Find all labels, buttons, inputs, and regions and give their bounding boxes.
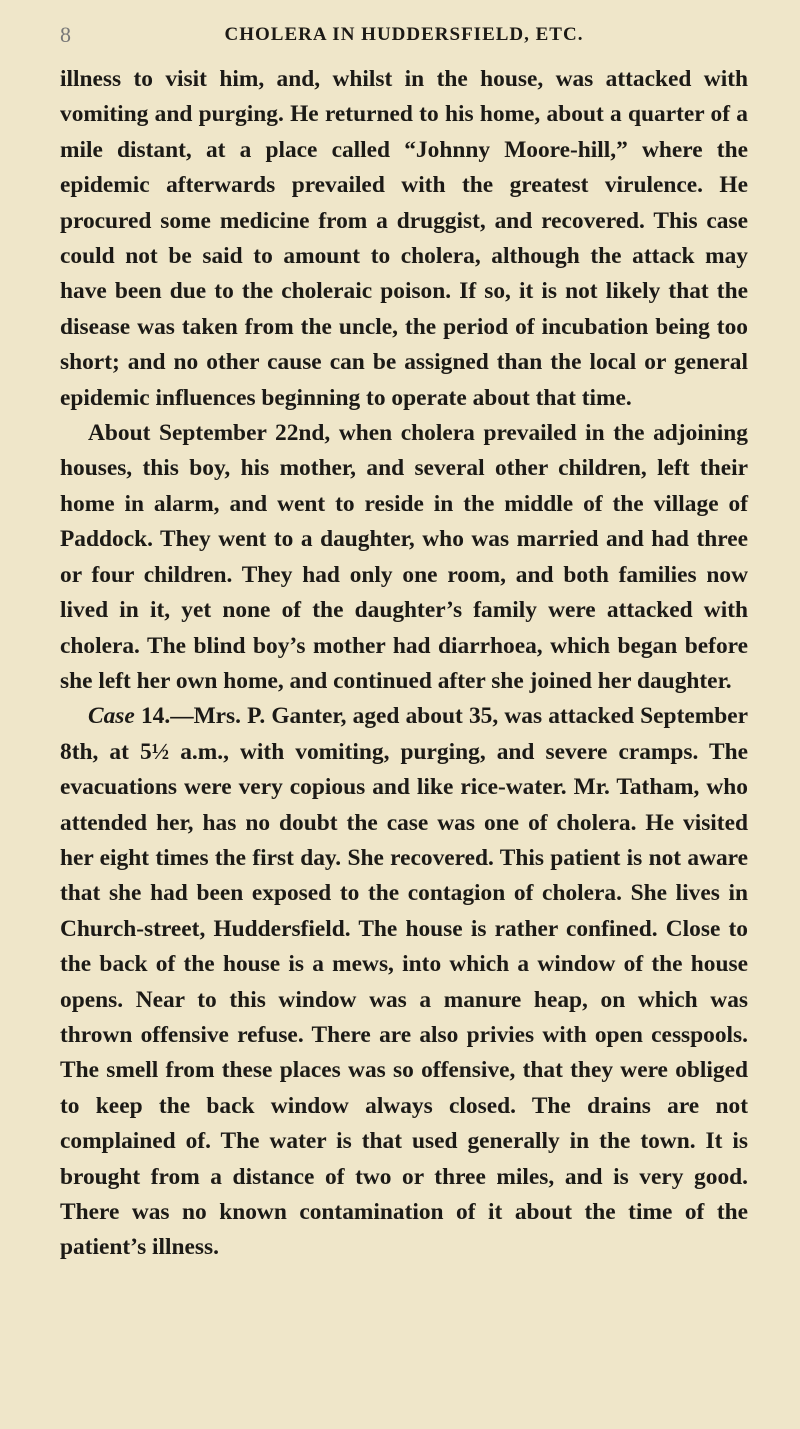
paragraph-case-14	[60, 699, 748, 1266]
case-label: Case	[88, 703, 135, 730]
running-title: CHOLERA IN HUDDERSFIELD, ETC.	[224, 24, 584, 45]
paragraph-continuation: illness to visit him, and, whilst in the house, was attacked with vomiting and purging. He returned to his home, about a quarter of a mile distant, at a place called “Johnny Moore-hill,” where the epidemic afterwards prevailed with the greatest virulence. He procured some medicine from a druggist, and recovered. This case could not be said to amount to cholera, although the attack may have been due to the choleraic poison. If so, it is not likely that the disease was taken from the uncle, the period of incubation being too short; and no other cause can be assigned than the local or general epidemic influences beginning to operate about that time.	[60, 66, 748, 411]
case-14-text: 14.—Mrs. P. Ganter, aged about 35, was attacked September 8th, at 5½ a.m., with vomiting, purging, and severe cramps. The evacuations were very copious and like rice-water. Mr. Tatham, who attended her, has no doubt the case was one of cholera. He visited her eight times the first day. She recovered. This patient is not aware that she had been exposed to the contagion of cholera. She lives in Church-street, Huddersfield. The house is rather confined. Close to the back of the house is a mews, into which a window of the house opens. Near to this window was a manure heap, on which was thrown offensive refuse. There are also privies with open cesspools. The smell from these places was so offensive, that they were obliged to keep the back window always closed. The drains are not complained of. The water is that used generally in the town. It is brought from a distance of two or three miles, and is very good. There was no known contamination of it about the time of the patient’s illness.	[60, 703, 748, 1261]
paragraph-september-22nd: About September 22nd, when cholera prevailed in the adjoining houses, this boy, his mother, and several other children, left their home in alarm, and went to reside in the middle of the village of Paddock. They went to a daughter, who was married and had three or four children. They had only one room, and both families now lived in it, yet none of the daughter’s family were attacked with cholera. The blind boy’s mother had diarrhoea, which began before she left her own home, and continued after she joined her daughter.	[60, 420, 748, 694]
body-text	[60, 62, 748, 1266]
running-head	[60, 22, 748, 62]
page-number: 8	[60, 22, 71, 47]
